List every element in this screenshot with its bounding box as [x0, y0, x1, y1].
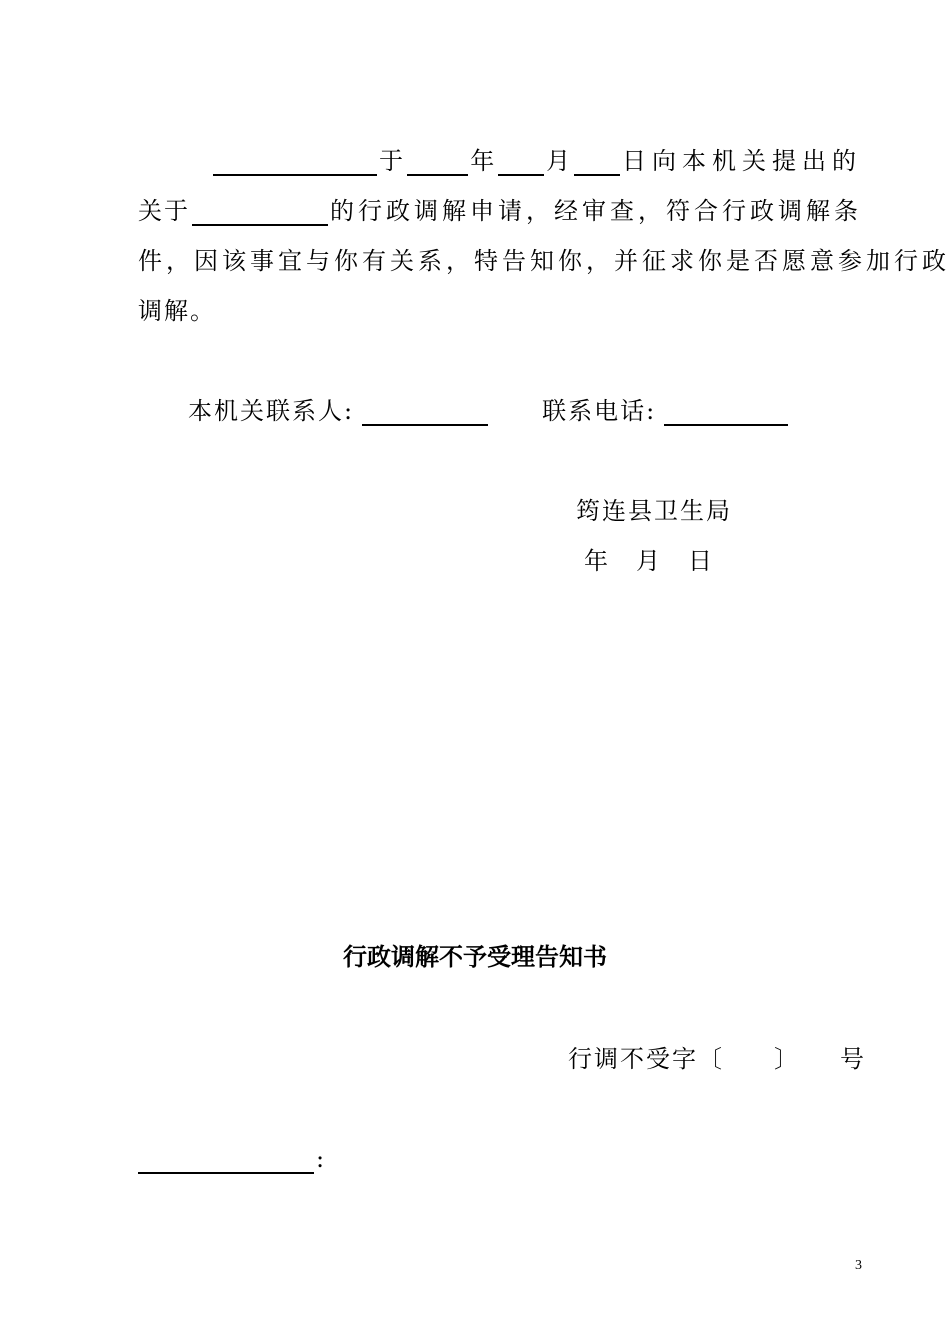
addressee-blank[interactable]	[138, 1148, 314, 1174]
notice-line-1: 于 年 月 日向本机关提出的	[138, 146, 862, 176]
matter-blank[interactable]	[192, 200, 328, 226]
addressee-line: :	[138, 1144, 862, 1174]
contact-person-blank[interactable]	[362, 400, 488, 426]
contact-label: 本机关联系人:	[188, 397, 355, 425]
notice-line-2: 关于 的行政调解申请，经审查，符合行政调解条	[138, 197, 862, 225]
phone-blank[interactable]	[664, 400, 788, 426]
refusal-title: 行政调解不予受理告知书	[343, 942, 607, 971]
year-blank[interactable]	[407, 150, 468, 176]
contact-line	[188, 396, 912, 426]
page-number: 3	[855, 1258, 862, 1273]
issue-date: 年 月 日	[584, 547, 714, 575]
phone-label: 联系电话:	[542, 397, 657, 425]
document-number: 行调不受字〔 〕 号	[568, 1045, 866, 1073]
applicant-blank[interactable]	[213, 150, 377, 176]
month-blank[interactable]	[498, 150, 544, 176]
notice-line-4: 调解。	[138, 297, 216, 325]
notice-line-3: 件，因该事宜与你有关系，特告知你，并征求你是否愿意参加行政	[138, 247, 950, 275]
day-blank[interactable]	[574, 150, 620, 176]
issuer: 筠连县卫生局	[576, 497, 732, 525]
